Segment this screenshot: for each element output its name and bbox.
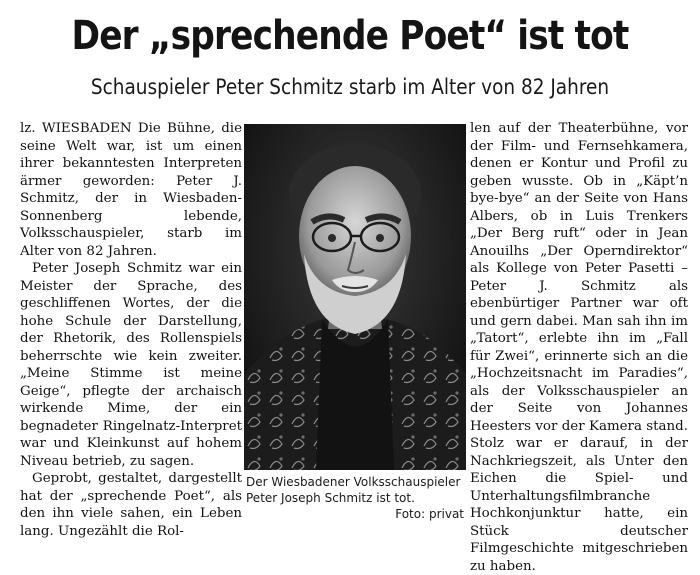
dateline: lz. WIESBADEN bbox=[20, 121, 132, 136]
photo-caption bbox=[246, 474, 464, 522]
paragraph-1-text: Die Bühne, die seine Welt war, ist um einen ihrer bekanntesten Interpreten ärmer geworden: Peter J. Schmitz, der in Wiesbaden-Sonnenberg lebende, Volksschauspieler, starb im Alter von 82 Jahren. bbox=[20, 121, 242, 259]
portrait-photo bbox=[244, 124, 466, 470]
article-paragraph-2: Peter Joseph Schmitz war ein Meister der Sprache, des geschliffenen Wortes, der die hohe Schule der Darstellung, der Rhetorik, des Rollenspiels beherrschte wie kein zweiter. „Meine Stimme ist meine Geige“, pflegte der archaisch wirkende Mime, der ein begnadeter Ringelnatz-Interpret war und Kleinkunst auf hohem Niveau betrieb, zu sagen. bbox=[20, 261, 242, 469]
article-paragraph-1 bbox=[20, 120, 242, 260]
photo-credit: Foto: privat bbox=[395, 507, 464, 521]
portrait-icon bbox=[244, 124, 466, 470]
article-column-right bbox=[470, 120, 688, 575]
article-column-left bbox=[20, 120, 242, 540]
article-paragraph-3: Geprobt, gestaltet, dargestellt hat der „sprechende Poet“, als den ihn viele sahen, ein Leben lang. Ungezählt die Rol- bbox=[20, 471, 242, 539]
headline: Der „sprechende Poet“ ist tot bbox=[71, 13, 629, 59]
subheadline: Schauspieler Peter Schmitz starb im Alter von 82 Jahren bbox=[90, 75, 610, 99]
article-paragraph-4: len auf der Theaterbühne, vor der Film- und Fernsehkamera, denen er Kontur und Profil zu geben wusste. Ob in „Käpt’n bye-bye“ an der Seite von Hans Albers, ob in Luis Trenkers „Der Berg ruft“ oder in Jean Anouilhs „Der Operndirektor“ als Kollege von Peter Pasetti – Peter J. Schmitz als ebenbürtiger Partner war oft und gern dabei. Man sah ihn im „Tatort“, erlebte ihn im „Fall für Zwei“, erinnerte sich an die „Hochzeitsnacht im Paradies“, als der Volksschauspieler an der Seite von Johannes Heesters vor der Kamera stand. Stolz war er darauf, in der Nachkriegszeit, als Unter den Eichen die Spiel- und Unterhaltungsfilmbranche Hochkonjunktur hatte, ein Stück deutscher Filmgeschichte mitgeschrieben zu haben. bbox=[470, 121, 688, 574]
caption-text: Der Wiesbadener Volksschauspieler Peter Joseph Schmitz ist tot. bbox=[246, 475, 461, 505]
